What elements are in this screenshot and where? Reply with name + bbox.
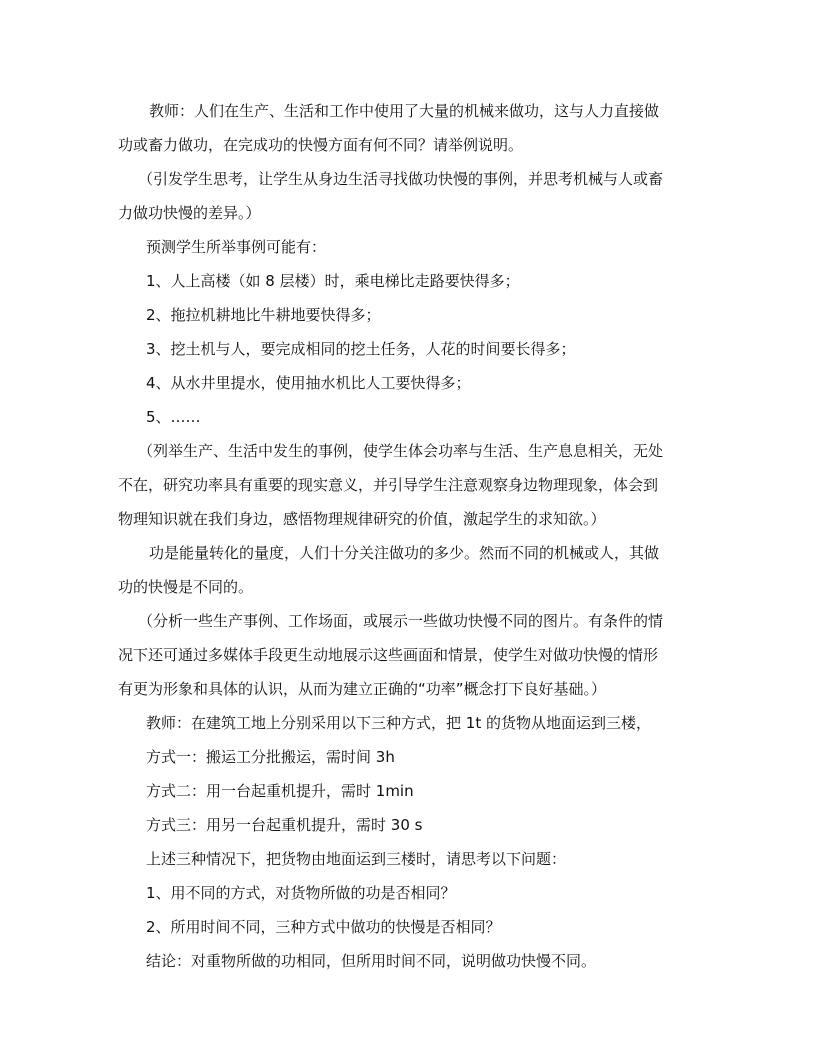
list-item: 2、所用时间不同，三种方式中做功的快慢是否相同？ [146,918,501,936]
text-line: 方式二：用一台起重机提升，需时 1min [146,782,414,800]
text-line: 教师：在建筑工地上分别采用以下三种方式，把 1t 的货物从地面运到三楼， [146,714,651,732]
text-line: 教师：人们在生产、生活和工作中使用了大量的机械来做功，这与人力直接做 [149,102,660,120]
text-line: 功的快慢是不同的。 [118,578,254,596]
text-line: 功是能量转化的量度，人们十分关注做功的多少。然而不同的机械或人，其做 [149,544,660,562]
list-item: 2、拖拉机耕地比牛耕地要快得多； [146,306,381,324]
list-item: 1、人上高楼（如 8 层楼）时，乘电梯比走路要快得多； [146,272,520,290]
text-line: 有更为形象和具体的认识，从而为建立正确的“功率”概念打下良好基础。） [118,680,607,698]
list-item: 5、…… [146,408,201,426]
text-line: 预测学生所举事例可能有： [146,238,327,256]
text-line: 物理知识就在我们身边，感悟物理规律研究的价值，激起学生的求知欲。） [118,510,606,528]
text-line: （引发学生思考，让学生从身边生活寻找做功快慢的事例，并思考机械与人或畜 [138,170,664,188]
text-line: （分析一些生产事例、工作场面，或展示一些做功快慢不同的图片。有条件的情 [138,612,664,630]
text-line: 力做功快慢的差异。） [118,204,261,222]
list-item: 3、挖土机与人，要完成相同的挖土任务，人花的时间要长得多； [146,340,576,358]
text-line: （列举生产、生活中发生的事例，使学生体会功率与生活、生产息息相关，无处 [138,442,664,460]
text-line: 结论：对重物所做的功相同，但所用时间不同，说明做功快慢不同。 [146,952,597,970]
text-line: 况下还可通过多媒体手段更生动地展示这些画面和情景，使学生对做功快慢的情形 [118,646,659,664]
list-item: 4、从水井里提水，使用抽水机比人工要快得多； [146,374,471,392]
text-line: 不在，研究功率具有重要的现实意义，并引导学生注意观察身边物理现象，体会到 [118,476,659,494]
list-item: 1、用不同的方式，对货物所做的功是否相同？ [146,884,456,902]
text-line: 功或畜力做功，在完成功的快慢方面有何不同？请举例说明。 [118,136,524,154]
document-body [118,94,698,978]
text-line: 方式三：用另一台起重机提升，需时 30 s [146,816,423,834]
text-line: 上述三种情况下，把货物由地面运到三楼时，请思考以下问题： [146,850,567,868]
text-line: 方式一：搬运工分批搬运，需时间 3h [146,748,395,766]
